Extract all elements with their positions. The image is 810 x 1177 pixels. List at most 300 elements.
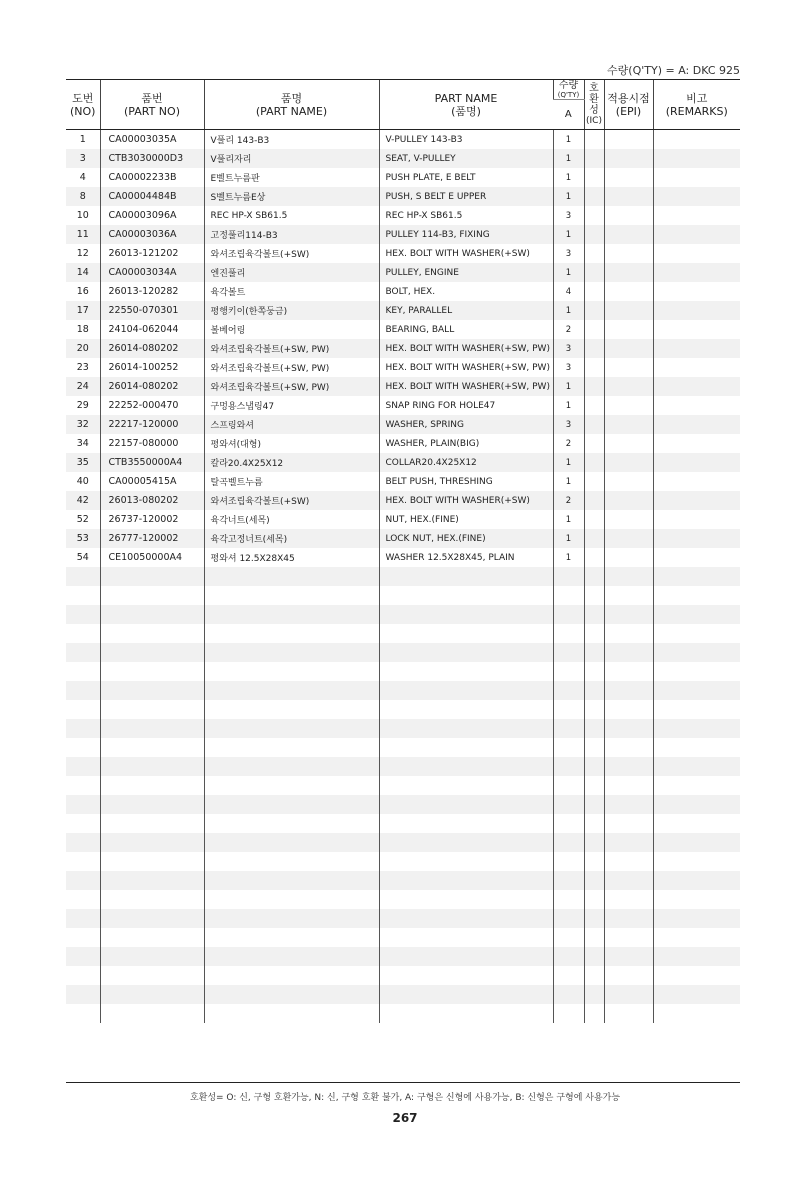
- cell-epi: [604, 567, 653, 586]
- cell-no: 32: [66, 415, 100, 434]
- cell-nk: 볼베어링: [204, 320, 379, 339]
- cell-pn: [100, 700, 204, 719]
- page-number: 267: [392, 1111, 418, 1125]
- cell-nk: [204, 795, 379, 814]
- cell-no: [66, 871, 100, 890]
- cell-epi: [604, 130, 653, 150]
- cell-nk: 평행키이(한쪽둥금): [204, 301, 379, 320]
- cell-epi: [604, 358, 653, 377]
- cell-pn: CA00005415A: [100, 472, 204, 491]
- cell-ne: HEX. BOLT WITH WASHER(+SW, PW): [379, 377, 553, 396]
- cell-epi: [604, 985, 653, 1004]
- cell-rem: [653, 605, 740, 624]
- cell-pn: [100, 681, 204, 700]
- cell-qty: [553, 643, 584, 662]
- cell-qty: [553, 928, 584, 947]
- cell-no: 42: [66, 491, 100, 510]
- cell-ne: WASHER, SPRING: [379, 415, 553, 434]
- cell-qty: [553, 833, 584, 852]
- cell-pn: 22550-070301: [100, 301, 204, 320]
- cell-qty: [553, 814, 584, 833]
- cell-ne: REC HP-X SB61.5: [379, 206, 553, 225]
- cell-rem: [653, 852, 740, 871]
- cell-ic: [584, 700, 604, 719]
- cell-rem: [653, 624, 740, 643]
- empty-row: [66, 567, 740, 586]
- cell-nk: [204, 624, 379, 643]
- cell-qty: 3: [553, 415, 584, 434]
- header-epi: 적용시점 (EPI): [604, 80, 653, 130]
- cell-ne: SNAP RING FOR HOLE47: [379, 396, 553, 415]
- cell-ic: [584, 510, 604, 529]
- cell-pn: [100, 890, 204, 909]
- table-row: [66, 415, 740, 434]
- cell-ic: [584, 130, 604, 150]
- header-no: 도번 (NO): [66, 80, 100, 130]
- cell-epi: [604, 662, 653, 681]
- cell-pn: [100, 966, 204, 985]
- cell-no: [66, 1004, 100, 1023]
- cell-rem: [653, 320, 740, 339]
- cell-nk: [204, 966, 379, 985]
- cell-nk: 육각너트(세목): [204, 510, 379, 529]
- cell-ic: [584, 301, 604, 320]
- cell-rem: [653, 814, 740, 833]
- cell-rem: [653, 168, 740, 187]
- cell-pn: CA00002233B: [100, 168, 204, 187]
- empty-row: [66, 966, 740, 985]
- cell-ne: [379, 909, 553, 928]
- cell-ne: [379, 852, 553, 871]
- cell-epi: [604, 453, 653, 472]
- cell-pn: [100, 852, 204, 871]
- cell-ne: NUT, HEX.(FINE): [379, 510, 553, 529]
- cell-no: [66, 662, 100, 681]
- cell-no: 16: [66, 282, 100, 301]
- cell-no: [66, 567, 100, 586]
- cell-pn: [100, 795, 204, 814]
- cell-epi: [604, 890, 653, 909]
- cell-epi: [604, 434, 653, 453]
- cell-ne: [379, 871, 553, 890]
- cell-pn: 22157-080000: [100, 434, 204, 453]
- empty-row: [66, 624, 740, 643]
- table-row: [66, 301, 740, 320]
- cell-ic: [584, 206, 604, 225]
- header-part-name-ko: 품명 (PART NAME): [204, 80, 379, 130]
- cell-rem: [653, 396, 740, 415]
- cell-nk: [204, 909, 379, 928]
- cell-rem: [653, 776, 740, 795]
- cell-ic: [584, 624, 604, 643]
- cell-rem: [653, 985, 740, 1004]
- cell-nk: [204, 567, 379, 586]
- cell-pn: CA00003096A: [100, 206, 204, 225]
- cell-epi: [604, 643, 653, 662]
- cell-ne: [379, 643, 553, 662]
- cell-ic: [584, 187, 604, 206]
- cell-no: [66, 719, 100, 738]
- cell-rem: [653, 206, 740, 225]
- cell-epi: [604, 187, 653, 206]
- cell-ne: PULLEY, ENGINE: [379, 263, 553, 282]
- cell-ic: [584, 681, 604, 700]
- cell-epi: [604, 605, 653, 624]
- cell-qty: 2: [553, 434, 584, 453]
- cell-ic: [584, 529, 604, 548]
- cell-no: [66, 928, 100, 947]
- table-row: [66, 358, 740, 377]
- cell-rem: [653, 567, 740, 586]
- cell-nk: [204, 833, 379, 852]
- cell-qty: 3: [553, 358, 584, 377]
- empty-row: [66, 605, 740, 624]
- cell-qty: [553, 985, 584, 1004]
- empty-row: [66, 833, 740, 852]
- cell-rem: [653, 149, 740, 168]
- cell-no: [66, 795, 100, 814]
- cell-ic: [584, 643, 604, 662]
- cell-qty: 3: [553, 339, 584, 358]
- cell-qty: [553, 890, 584, 909]
- cell-epi: [604, 776, 653, 795]
- cell-pn: CE10050000A4: [100, 548, 204, 567]
- cell-epi: [604, 719, 653, 738]
- cell-ne: [379, 890, 553, 909]
- cell-ne: [379, 814, 553, 833]
- cell-no: 53: [66, 529, 100, 548]
- cell-ic: [584, 491, 604, 510]
- cell-no: [66, 985, 100, 1004]
- cell-nk: 와셔조립육각볼트(+SW, PW): [204, 377, 379, 396]
- cell-pn: 24104-062044: [100, 320, 204, 339]
- cell-pn: [100, 643, 204, 662]
- compatibility-footnote: 호환성= O: 신, 구형 호환가능, N: 신, 구형 호환 불가, A: 구형은 신형에 사용가능, B: 신형은 구형에 사용가능: [189, 1093, 621, 1103]
- cell-pn: CTB3030000D3: [100, 149, 204, 168]
- cell-qty: 1: [553, 548, 584, 567]
- cell-nk: [204, 738, 379, 757]
- cell-rem: [653, 472, 740, 491]
- cell-nk: [204, 719, 379, 738]
- cell-qty: 1: [553, 472, 584, 491]
- cell-ne: BELT PUSH, THRESHING: [379, 472, 553, 491]
- cell-pn: 26013-121202: [100, 244, 204, 263]
- cell-no: 35: [66, 453, 100, 472]
- cell-ne: V-PULLEY 143-B3: [379, 130, 553, 150]
- cell-no: 20: [66, 339, 100, 358]
- cell-qty: [553, 1004, 584, 1023]
- cell-rem: [653, 130, 740, 150]
- cell-no: [66, 833, 100, 852]
- cell-ic: [584, 320, 604, 339]
- cell-no: [66, 681, 100, 700]
- empty-row: [66, 719, 740, 738]
- cell-ic: [584, 377, 604, 396]
- cell-ne: [379, 681, 553, 700]
- cell-no: 10: [66, 206, 100, 225]
- table-row: [66, 187, 740, 206]
- cell-no: 12: [66, 244, 100, 263]
- cell-rem: [653, 415, 740, 434]
- cell-qty: [553, 719, 584, 738]
- cell-pn: 26014-100252: [100, 358, 204, 377]
- cell-pn: [100, 605, 204, 624]
- cell-ne: [379, 1004, 553, 1023]
- cell-pn: 26013-080202: [100, 491, 204, 510]
- cell-epi: [604, 681, 653, 700]
- cell-epi: [604, 282, 653, 301]
- empty-row: [66, 662, 740, 681]
- cell-ic: [584, 757, 604, 776]
- cell-ic: [584, 985, 604, 1004]
- cell-ne: HEX. BOLT WITH WASHER(+SW, PW): [379, 358, 553, 377]
- cell-rem: [653, 225, 740, 244]
- cell-no: 3: [66, 149, 100, 168]
- cell-qty: [553, 947, 584, 966]
- cell-rem: [653, 662, 740, 681]
- cell-ic: [584, 396, 604, 415]
- table-row: [66, 168, 740, 187]
- cell-epi: [604, 529, 653, 548]
- cell-rem: [653, 947, 740, 966]
- cell-nk: 평와셔 12.5X28X45: [204, 548, 379, 567]
- cell-epi: [604, 909, 653, 928]
- cell-qty: [553, 586, 584, 605]
- cell-epi: [604, 206, 653, 225]
- cell-qty: 1: [553, 301, 584, 320]
- cell-ic: [584, 244, 604, 263]
- cell-qty: [553, 757, 584, 776]
- cell-pn: [100, 738, 204, 757]
- cell-ic: [584, 795, 604, 814]
- cell-nk: 와셔조립육각볼트(+SW): [204, 491, 379, 510]
- cell-ne: [379, 833, 553, 852]
- cell-qty: [553, 567, 584, 586]
- cell-epi: [604, 966, 653, 985]
- cell-epi: [604, 491, 653, 510]
- cell-epi: [604, 168, 653, 187]
- cell-qty: 1: [553, 377, 584, 396]
- cell-no: 34: [66, 434, 100, 453]
- cell-ic: [584, 738, 604, 757]
- cell-no: [66, 738, 100, 757]
- cell-ic: [584, 339, 604, 358]
- empty-row: [66, 738, 740, 757]
- cell-epi: [604, 928, 653, 947]
- cell-nk: [204, 890, 379, 909]
- cell-ic: [584, 415, 604, 434]
- cell-rem: [653, 719, 740, 738]
- cell-qty: 1: [553, 130, 584, 150]
- cell-ne: WASHER, PLAIN(BIG): [379, 434, 553, 453]
- cell-ne: PULLEY 114-B3, FIXING: [379, 225, 553, 244]
- cell-no: [66, 605, 100, 624]
- empty-row: [66, 776, 740, 795]
- empty-row: [66, 643, 740, 662]
- cell-ne: [379, 757, 553, 776]
- cell-qty: [553, 966, 584, 985]
- cell-nk: REC HP-X SB61.5: [204, 206, 379, 225]
- cell-pn: CA00004484B: [100, 187, 204, 206]
- cell-nk: [204, 681, 379, 700]
- cell-epi: [604, 947, 653, 966]
- cell-qty: [553, 776, 584, 795]
- cell-rem: [653, 1004, 740, 1023]
- empty-row: [66, 985, 740, 1004]
- cell-ic: [584, 434, 604, 453]
- cell-rem: [653, 358, 740, 377]
- cell-ne: [379, 947, 553, 966]
- cell-no: [66, 776, 100, 795]
- table-row: [66, 339, 740, 358]
- cell-pn: 26737-120002: [100, 510, 204, 529]
- parts-table-wrapper: [66, 79, 740, 1083]
- qty-note: 수량(Q'TY) = A: DKC 925: [607, 64, 740, 77]
- cell-rem: [653, 244, 740, 263]
- cell-pn: [100, 662, 204, 681]
- cell-epi: [604, 225, 653, 244]
- cell-epi: [604, 149, 653, 168]
- cell-rem: [653, 434, 740, 453]
- cell-qty: [553, 795, 584, 814]
- cell-nk: [204, 700, 379, 719]
- cell-rem: [653, 871, 740, 890]
- header-remarks: 비고 (REMARKS): [653, 80, 740, 130]
- cell-ic: [584, 472, 604, 491]
- cell-ic: [584, 833, 604, 852]
- cell-qty: 2: [553, 491, 584, 510]
- cell-ne: PUSH PLATE, E BELT: [379, 168, 553, 187]
- cell-nk: [204, 871, 379, 890]
- cell-pn: [100, 985, 204, 1004]
- empty-row: [66, 928, 740, 947]
- cell-rem: [653, 586, 740, 605]
- cell-pn: [100, 567, 204, 586]
- cell-pn: 22217-120000: [100, 415, 204, 434]
- cell-ic: [584, 282, 604, 301]
- table-row: [66, 206, 740, 225]
- cell-rem: [653, 263, 740, 282]
- cell-no: 1: [66, 130, 100, 150]
- cell-ic: [584, 263, 604, 282]
- cell-qty: 1: [553, 187, 584, 206]
- cell-rem: [653, 339, 740, 358]
- cell-no: 4: [66, 168, 100, 187]
- cell-rem: [653, 187, 740, 206]
- cell-epi: [604, 1004, 653, 1023]
- cell-ic: [584, 852, 604, 871]
- cell-nk: [204, 757, 379, 776]
- cell-epi: [604, 472, 653, 491]
- cell-qty: [553, 605, 584, 624]
- cell-no: [66, 890, 100, 909]
- cell-qty: [553, 738, 584, 757]
- table-body: [66, 130, 740, 1024]
- empty-row: [66, 947, 740, 966]
- cell-ne: [379, 586, 553, 605]
- table-row: [66, 130, 740, 150]
- cell-ne: [379, 738, 553, 757]
- cell-epi: [604, 757, 653, 776]
- cell-no: 24: [66, 377, 100, 396]
- table-row: [66, 149, 740, 168]
- cell-nk: [204, 985, 379, 1004]
- cell-ne: [379, 928, 553, 947]
- cell-nk: 탈곡벨트누름: [204, 472, 379, 491]
- cell-pn: CA00003034A: [100, 263, 204, 282]
- empty-row: [66, 757, 740, 776]
- empty-row: [66, 852, 740, 871]
- cell-epi: [604, 339, 653, 358]
- cell-ne: [379, 719, 553, 738]
- cell-no: 11: [66, 225, 100, 244]
- cell-ic: [584, 225, 604, 244]
- cell-epi: [604, 738, 653, 757]
- table-row: [66, 529, 740, 548]
- cell-pn: [100, 719, 204, 738]
- cell-ne: [379, 624, 553, 643]
- empty-row: [66, 681, 740, 700]
- cell-ic: [584, 928, 604, 947]
- cell-nk: 구멍용스냅링47: [204, 396, 379, 415]
- table-row: [66, 548, 740, 567]
- cell-qty: 1: [553, 168, 584, 187]
- cell-qty: [553, 871, 584, 890]
- cell-rem: [653, 491, 740, 510]
- cell-nk: S벨트누름E상: [204, 187, 379, 206]
- cell-ic: [584, 567, 604, 586]
- cell-rem: [653, 757, 740, 776]
- cell-rem: [653, 909, 740, 928]
- cell-epi: [604, 871, 653, 890]
- cell-ic: [584, 548, 604, 567]
- cell-qty: 1: [553, 225, 584, 244]
- cell-no: [66, 852, 100, 871]
- cell-rem: [653, 548, 740, 567]
- cell-rem: [653, 282, 740, 301]
- cell-nk: V풀리자리: [204, 149, 379, 168]
- cell-nk: [204, 928, 379, 947]
- cell-no: 52: [66, 510, 100, 529]
- table-row: [66, 510, 740, 529]
- table-row: [66, 282, 740, 301]
- cell-no: 8: [66, 187, 100, 206]
- cell-ic: [584, 890, 604, 909]
- cell-no: [66, 966, 100, 985]
- cell-nk: [204, 852, 379, 871]
- cell-rem: [653, 453, 740, 472]
- cell-pn: [100, 757, 204, 776]
- table-row: [66, 225, 740, 244]
- cell-ne: [379, 700, 553, 719]
- table-row: [66, 491, 740, 510]
- cell-qty: 1: [553, 263, 584, 282]
- cell-qty: [553, 700, 584, 719]
- cell-ne: HEX. BOLT WITH WASHER(+SW, PW): [379, 339, 553, 358]
- cell-nk: [204, 605, 379, 624]
- cell-ne: LOCK NUT, HEX.(FINE): [379, 529, 553, 548]
- cell-qty: 3: [553, 244, 584, 263]
- cell-ne: WASHER 12.5X28X45, PLAIN: [379, 548, 553, 567]
- cell-pn: [100, 909, 204, 928]
- empty-row: [66, 586, 740, 605]
- table-row: [66, 263, 740, 282]
- cell-nk: [204, 643, 379, 662]
- cell-ne: HEX. BOLT WITH WASHER(+SW): [379, 491, 553, 510]
- cell-no: [66, 624, 100, 643]
- cell-ic: [584, 605, 604, 624]
- cell-nk: 스프링와셔: [204, 415, 379, 434]
